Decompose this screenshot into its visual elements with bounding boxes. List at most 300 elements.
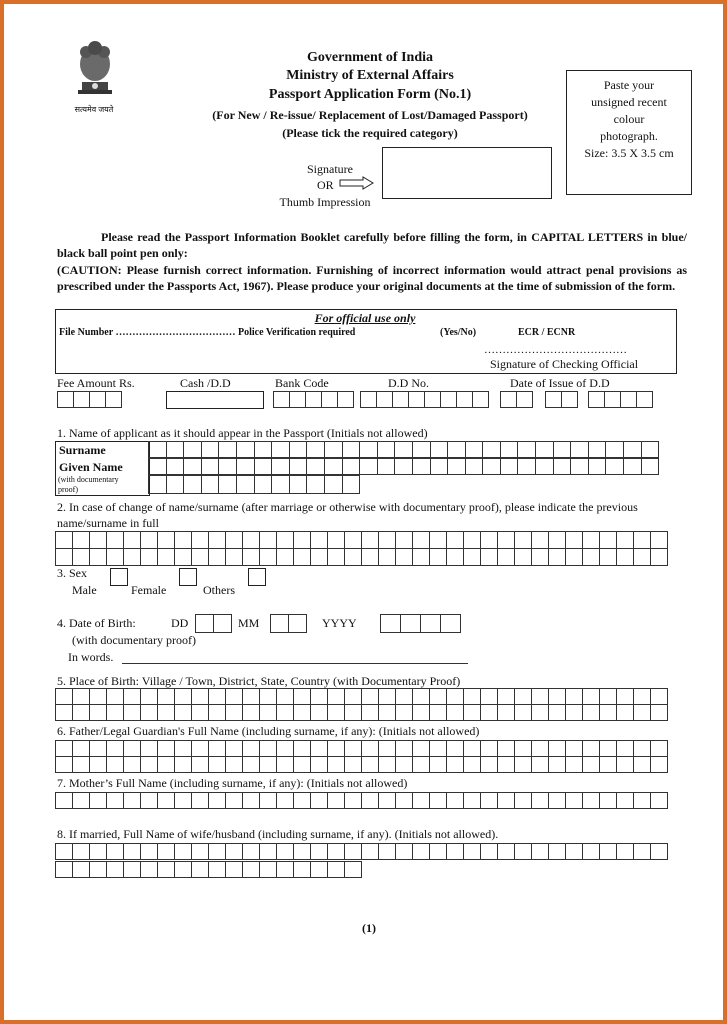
char-cell[interactable] bbox=[149, 459, 167, 475]
char-cell[interactable] bbox=[377, 459, 395, 475]
char-cell[interactable] bbox=[90, 793, 107, 809]
char-cell[interactable] bbox=[464, 549, 481, 566]
char-cell[interactable] bbox=[294, 844, 311, 860]
char-cell[interactable] bbox=[465, 459, 483, 475]
char-cell[interactable] bbox=[277, 757, 294, 773]
char-cell[interactable] bbox=[260, 741, 277, 757]
char-cell[interactable] bbox=[226, 757, 243, 773]
char-cell[interactable] bbox=[192, 844, 209, 860]
char-cell[interactable] bbox=[571, 442, 589, 458]
char-cell[interactable] bbox=[518, 459, 536, 475]
char-cell[interactable] bbox=[141, 549, 158, 566]
char-cell[interactable] bbox=[600, 741, 617, 757]
char-cell[interactable] bbox=[583, 741, 600, 757]
char-cell[interactable] bbox=[158, 532, 175, 549]
char-cell[interactable] bbox=[226, 793, 243, 809]
char-cell[interactable] bbox=[260, 793, 277, 809]
char-cell[interactable] bbox=[430, 532, 447, 549]
char-cell[interactable] bbox=[90, 757, 107, 773]
char-cell[interactable] bbox=[90, 741, 107, 757]
char-cell[interactable] bbox=[464, 741, 481, 757]
char-cell[interactable] bbox=[192, 862, 209, 878]
char-cell[interactable] bbox=[464, 844, 481, 860]
char-cell[interactable] bbox=[272, 442, 290, 458]
char-cell[interactable] bbox=[588, 442, 606, 458]
char-cell[interactable] bbox=[277, 532, 294, 549]
char-cell[interactable] bbox=[641, 442, 659, 458]
fee-amount-cells[interactable] bbox=[57, 391, 121, 408]
char-cell[interactable] bbox=[345, 689, 362, 705]
char-cell[interactable] bbox=[277, 793, 294, 809]
char-cell[interactable] bbox=[124, 862, 141, 878]
char-cell[interactable] bbox=[201, 442, 219, 458]
char-cell[interactable] bbox=[141, 793, 158, 809]
char-cell[interactable] bbox=[606, 442, 624, 458]
char-cell[interactable] bbox=[277, 741, 294, 757]
sex-female-checkbox[interactable] bbox=[179, 568, 197, 586]
char-cell[interactable] bbox=[448, 459, 466, 475]
char-cell[interactable] bbox=[532, 705, 549, 721]
char-cell[interactable] bbox=[532, 689, 549, 705]
char-cell[interactable] bbox=[345, 757, 362, 773]
char-cell[interactable] bbox=[362, 549, 379, 566]
char-cell[interactable] bbox=[362, 844, 379, 860]
char-cell[interactable] bbox=[634, 741, 651, 757]
char-cell[interactable] bbox=[56, 532, 73, 549]
char-cell[interactable] bbox=[617, 549, 634, 566]
char-cell[interactable] bbox=[483, 459, 501, 475]
char-cell[interactable] bbox=[73, 705, 90, 721]
char-cell[interactable] bbox=[277, 862, 294, 878]
char-cell[interactable] bbox=[73, 862, 90, 878]
sex-others-checkbox[interactable] bbox=[248, 568, 266, 586]
char-cell[interactable] bbox=[571, 459, 589, 475]
char-cell[interactable] bbox=[498, 741, 515, 757]
char-cell[interactable] bbox=[56, 689, 73, 705]
previous-name-grid[interactable] bbox=[55, 531, 668, 566]
char-cell[interactable] bbox=[500, 459, 518, 475]
char-cell[interactable] bbox=[201, 476, 219, 494]
char-cell[interactable] bbox=[192, 549, 209, 566]
char-cell[interactable] bbox=[379, 549, 396, 566]
char-cell[interactable] bbox=[158, 705, 175, 721]
char-cell[interactable] bbox=[396, 793, 413, 809]
char-cell[interactable] bbox=[175, 532, 192, 549]
char-cell[interactable] bbox=[413, 705, 430, 721]
char-cell[interactable] bbox=[362, 532, 379, 549]
char-cell[interactable] bbox=[396, 741, 413, 757]
char-cell[interactable] bbox=[396, 705, 413, 721]
char-cell[interactable] bbox=[56, 757, 73, 773]
char-cell[interactable] bbox=[634, 532, 651, 549]
char-cell[interactable] bbox=[328, 844, 345, 860]
char-cell[interactable] bbox=[124, 757, 141, 773]
char-cell[interactable] bbox=[624, 459, 642, 475]
char-cell[interactable] bbox=[73, 689, 90, 705]
char-cell[interactable] bbox=[294, 689, 311, 705]
char-cell[interactable] bbox=[583, 844, 600, 860]
char-cell[interactable] bbox=[342, 442, 360, 458]
char-cell[interactable] bbox=[294, 757, 311, 773]
char-cell[interactable] bbox=[226, 862, 243, 878]
char-cell[interactable] bbox=[328, 862, 345, 878]
char-cell[interactable] bbox=[651, 793, 668, 809]
char-cell[interactable] bbox=[447, 532, 464, 549]
char-cell[interactable] bbox=[158, 741, 175, 757]
char-cell[interactable] bbox=[566, 705, 583, 721]
char-cell[interactable] bbox=[532, 757, 549, 773]
char-cell[interactable] bbox=[236, 442, 254, 458]
char-cell[interactable] bbox=[243, 549, 260, 566]
char-cell[interactable] bbox=[149, 442, 167, 458]
char-cell[interactable] bbox=[532, 793, 549, 809]
char-cell[interactable] bbox=[430, 442, 448, 458]
char-cell[interactable] bbox=[498, 689, 515, 705]
char-cell[interactable] bbox=[107, 549, 124, 566]
char-cell[interactable] bbox=[549, 757, 566, 773]
char-cell[interactable] bbox=[430, 844, 447, 860]
char-cell[interactable] bbox=[226, 549, 243, 566]
char-cell[interactable] bbox=[481, 705, 498, 721]
char-cell[interactable] bbox=[192, 757, 209, 773]
char-cell[interactable] bbox=[651, 741, 668, 757]
char-cell[interactable] bbox=[498, 532, 515, 549]
char-cell[interactable] bbox=[311, 705, 328, 721]
char-cell[interactable] bbox=[566, 741, 583, 757]
char-cell[interactable] bbox=[549, 532, 566, 549]
char-cell[interactable] bbox=[413, 741, 430, 757]
char-cell[interactable] bbox=[243, 844, 260, 860]
char-cell[interactable] bbox=[395, 459, 413, 475]
char-cell[interactable] bbox=[464, 757, 481, 773]
char-cell[interactable] bbox=[124, 793, 141, 809]
char-cell[interactable] bbox=[413, 689, 430, 705]
char-cell[interactable] bbox=[342, 476, 360, 494]
char-cell[interactable] bbox=[532, 549, 549, 566]
char-cell[interactable] bbox=[236, 459, 254, 475]
char-cell[interactable] bbox=[566, 844, 583, 860]
char-cell[interactable] bbox=[588, 459, 606, 475]
char-cell[interactable] bbox=[260, 549, 277, 566]
char-cell[interactable] bbox=[124, 689, 141, 705]
char-cell[interactable] bbox=[362, 705, 379, 721]
char-cell[interactable] bbox=[617, 793, 634, 809]
char-cell[interactable] bbox=[294, 549, 311, 566]
surname-grid[interactable] bbox=[148, 441, 659, 458]
char-cell[interactable] bbox=[362, 689, 379, 705]
char-cell[interactable] bbox=[600, 793, 617, 809]
char-cell[interactable] bbox=[566, 532, 583, 549]
char-cell[interactable] bbox=[634, 793, 651, 809]
char-cell[interactable] bbox=[56, 705, 73, 721]
char-cell[interactable] bbox=[412, 442, 430, 458]
char-cell[interactable] bbox=[90, 705, 107, 721]
char-cell[interactable] bbox=[56, 862, 73, 878]
char-cell[interactable] bbox=[396, 844, 413, 860]
char-cell[interactable] bbox=[515, 757, 532, 773]
char-cell[interactable] bbox=[209, 793, 226, 809]
char-cell[interactable] bbox=[124, 741, 141, 757]
char-cell[interactable] bbox=[651, 705, 668, 721]
char-cell[interactable] bbox=[549, 793, 566, 809]
char-cell[interactable] bbox=[175, 793, 192, 809]
char-cell[interactable] bbox=[243, 793, 260, 809]
char-cell[interactable] bbox=[498, 793, 515, 809]
char-cell[interactable] bbox=[464, 793, 481, 809]
char-cell[interactable] bbox=[107, 844, 124, 860]
char-cell[interactable] bbox=[107, 793, 124, 809]
char-cell[interactable] bbox=[606, 459, 624, 475]
char-cell[interactable] bbox=[141, 689, 158, 705]
char-cell[interactable] bbox=[379, 705, 396, 721]
char-cell[interactable] bbox=[328, 757, 345, 773]
char-cell[interactable] bbox=[634, 689, 651, 705]
char-cell[interactable] bbox=[175, 862, 192, 878]
char-cell[interactable] bbox=[532, 532, 549, 549]
char-cell[interactable] bbox=[141, 532, 158, 549]
char-cell[interactable] bbox=[624, 442, 642, 458]
char-cell[interactable] bbox=[566, 757, 583, 773]
char-cell[interactable] bbox=[209, 757, 226, 773]
char-cell[interactable] bbox=[342, 459, 360, 475]
char-cell[interactable] bbox=[413, 549, 430, 566]
char-cell[interactable] bbox=[260, 532, 277, 549]
char-cell[interactable] bbox=[345, 549, 362, 566]
char-cell[interactable] bbox=[566, 793, 583, 809]
char-cell[interactable] bbox=[634, 844, 651, 860]
char-cell[interactable] bbox=[254, 476, 272, 494]
char-cell[interactable] bbox=[345, 862, 362, 878]
char-cell[interactable] bbox=[73, 793, 90, 809]
char-cell[interactable] bbox=[124, 705, 141, 721]
char-cell[interactable] bbox=[379, 793, 396, 809]
char-cell[interactable] bbox=[124, 844, 141, 860]
char-cell[interactable] bbox=[362, 757, 379, 773]
char-cell[interactable] bbox=[651, 532, 668, 549]
char-cell[interactable] bbox=[260, 757, 277, 773]
char-cell[interactable] bbox=[600, 705, 617, 721]
char-cell[interactable] bbox=[583, 705, 600, 721]
char-cell[interactable] bbox=[481, 741, 498, 757]
char-cell[interactable] bbox=[324, 476, 342, 494]
char-cell[interactable] bbox=[583, 532, 600, 549]
char-cell[interactable] bbox=[73, 757, 90, 773]
char-cell[interactable] bbox=[464, 689, 481, 705]
char-cell[interactable] bbox=[209, 844, 226, 860]
char-cell[interactable] bbox=[149, 476, 167, 494]
char-cell[interactable] bbox=[184, 476, 202, 494]
char-cell[interactable] bbox=[158, 549, 175, 566]
char-cell[interactable] bbox=[209, 862, 226, 878]
char-cell[interactable] bbox=[515, 532, 532, 549]
char-cell[interactable] bbox=[515, 705, 532, 721]
char-cell[interactable] bbox=[56, 741, 73, 757]
char-cell[interactable] bbox=[243, 689, 260, 705]
char-cell[interactable] bbox=[498, 705, 515, 721]
char-cell[interactable] bbox=[184, 442, 202, 458]
char-cell[interactable] bbox=[324, 459, 342, 475]
char-cell[interactable] bbox=[481, 532, 498, 549]
char-cell[interactable] bbox=[617, 741, 634, 757]
char-cell[interactable] bbox=[175, 549, 192, 566]
char-cell[interactable] bbox=[566, 549, 583, 566]
char-cell[interactable] bbox=[243, 705, 260, 721]
char-cell[interactable] bbox=[430, 705, 447, 721]
char-cell[interactable] bbox=[583, 793, 600, 809]
char-cell[interactable] bbox=[515, 793, 532, 809]
char-cell[interactable] bbox=[311, 793, 328, 809]
char-cell[interactable] bbox=[430, 459, 448, 475]
sex-male-checkbox[interactable] bbox=[110, 568, 128, 586]
char-cell[interactable] bbox=[481, 757, 498, 773]
char-cell[interactable] bbox=[289, 476, 307, 494]
char-cell[interactable] bbox=[73, 549, 90, 566]
char-cell[interactable] bbox=[277, 549, 294, 566]
char-cell[interactable] bbox=[617, 689, 634, 705]
char-cell[interactable] bbox=[219, 459, 237, 475]
char-cell[interactable] bbox=[600, 757, 617, 773]
char-cell[interactable] bbox=[294, 705, 311, 721]
char-cell[interactable] bbox=[549, 549, 566, 566]
char-cell[interactable] bbox=[498, 757, 515, 773]
char-cell[interactable] bbox=[175, 741, 192, 757]
dob-day-cells[interactable] bbox=[195, 614, 231, 633]
char-cell[interactable] bbox=[328, 793, 345, 809]
char-cell[interactable] bbox=[260, 844, 277, 860]
char-cell[interactable] bbox=[311, 532, 328, 549]
char-cell[interactable] bbox=[90, 689, 107, 705]
cash-dd-box[interactable] bbox=[166, 391, 264, 409]
char-cell[interactable] bbox=[260, 689, 277, 705]
char-cell[interactable] bbox=[158, 862, 175, 878]
char-cell[interactable] bbox=[166, 442, 184, 458]
char-cell[interactable] bbox=[483, 442, 501, 458]
char-cell[interactable] bbox=[56, 793, 73, 809]
char-cell[interactable] bbox=[447, 705, 464, 721]
char-cell[interactable] bbox=[536, 459, 554, 475]
char-cell[interactable] bbox=[311, 844, 328, 860]
dd-date-year-cells[interactable] bbox=[588, 391, 652, 408]
char-cell[interactable] bbox=[413, 844, 430, 860]
char-cell[interactable] bbox=[192, 689, 209, 705]
char-cell[interactable] bbox=[549, 844, 566, 860]
char-cell[interactable] bbox=[447, 549, 464, 566]
dob-in-words-line[interactable] bbox=[122, 663, 468, 664]
char-cell[interactable] bbox=[553, 459, 571, 475]
char-cell[interactable] bbox=[107, 757, 124, 773]
char-cell[interactable] bbox=[254, 459, 272, 475]
dd-no-cells[interactable] bbox=[360, 391, 488, 408]
char-cell[interactable] bbox=[396, 689, 413, 705]
char-cell[interactable] bbox=[107, 532, 124, 549]
char-cell[interactable] bbox=[192, 532, 209, 549]
given-name-grid-2[interactable] bbox=[148, 475, 360, 494]
char-cell[interactable] bbox=[226, 844, 243, 860]
char-cell[interactable] bbox=[289, 442, 307, 458]
char-cell[interactable] bbox=[141, 862, 158, 878]
char-cell[interactable] bbox=[124, 532, 141, 549]
spouse-name-grid[interactable] bbox=[55, 843, 668, 860]
char-cell[interactable] bbox=[536, 442, 554, 458]
char-cell[interactable] bbox=[254, 442, 272, 458]
char-cell[interactable] bbox=[226, 705, 243, 721]
char-cell[interactable] bbox=[413, 532, 430, 549]
char-cell[interactable] bbox=[634, 757, 651, 773]
char-cell[interactable] bbox=[236, 476, 254, 494]
char-cell[interactable] bbox=[583, 757, 600, 773]
char-cell[interactable] bbox=[532, 844, 549, 860]
char-cell[interactable] bbox=[430, 757, 447, 773]
char-cell[interactable] bbox=[498, 549, 515, 566]
char-cell[interactable] bbox=[600, 549, 617, 566]
char-cell[interactable] bbox=[73, 532, 90, 549]
char-cell[interactable] bbox=[515, 549, 532, 566]
char-cell[interactable] bbox=[396, 549, 413, 566]
given-name-grid[interactable] bbox=[148, 458, 659, 475]
char-cell[interactable] bbox=[600, 532, 617, 549]
char-cell[interactable] bbox=[209, 689, 226, 705]
char-cell[interactable] bbox=[175, 689, 192, 705]
char-cell[interactable] bbox=[107, 689, 124, 705]
char-cell[interactable] bbox=[277, 844, 294, 860]
char-cell[interactable] bbox=[532, 741, 549, 757]
char-cell[interactable] bbox=[515, 689, 532, 705]
char-cell[interactable] bbox=[430, 741, 447, 757]
char-cell[interactable] bbox=[395, 442, 413, 458]
char-cell[interactable] bbox=[243, 862, 260, 878]
char-cell[interactable] bbox=[243, 757, 260, 773]
char-cell[interactable] bbox=[141, 741, 158, 757]
char-cell[interactable] bbox=[600, 844, 617, 860]
char-cell[interactable] bbox=[553, 442, 571, 458]
char-cell[interactable] bbox=[360, 459, 378, 475]
char-cell[interactable] bbox=[498, 844, 515, 860]
char-cell[interactable] bbox=[56, 549, 73, 566]
char-cell[interactable] bbox=[430, 689, 447, 705]
char-cell[interactable] bbox=[328, 705, 345, 721]
char-cell[interactable] bbox=[243, 741, 260, 757]
char-cell[interactable] bbox=[379, 532, 396, 549]
char-cell[interactable] bbox=[464, 532, 481, 549]
char-cell[interactable] bbox=[481, 844, 498, 860]
char-cell[interactable] bbox=[107, 741, 124, 757]
char-cell[interactable] bbox=[294, 862, 311, 878]
char-cell[interactable] bbox=[549, 689, 566, 705]
char-cell[interactable] bbox=[289, 459, 307, 475]
char-cell[interactable] bbox=[192, 705, 209, 721]
char-cell[interactable] bbox=[219, 476, 237, 494]
char-cell[interactable] bbox=[328, 549, 345, 566]
char-cell[interactable] bbox=[430, 793, 447, 809]
char-cell[interactable] bbox=[260, 862, 277, 878]
char-cell[interactable] bbox=[260, 705, 277, 721]
char-cell[interactable] bbox=[328, 532, 345, 549]
char-cell[interactable] bbox=[481, 793, 498, 809]
char-cell[interactable] bbox=[447, 844, 464, 860]
char-cell[interactable] bbox=[277, 689, 294, 705]
char-cell[interactable] bbox=[412, 459, 430, 475]
char-cell[interactable] bbox=[201, 459, 219, 475]
char-cell[interactable] bbox=[56, 844, 73, 860]
char-cell[interactable] bbox=[518, 442, 536, 458]
char-cell[interactable] bbox=[447, 793, 464, 809]
char-cell[interactable] bbox=[651, 549, 668, 566]
char-cell[interactable] bbox=[641, 459, 659, 475]
char-cell[interactable] bbox=[651, 844, 668, 860]
char-cell[interactable] bbox=[345, 793, 362, 809]
char-cell[interactable] bbox=[158, 793, 175, 809]
char-cell[interactable] bbox=[500, 442, 518, 458]
